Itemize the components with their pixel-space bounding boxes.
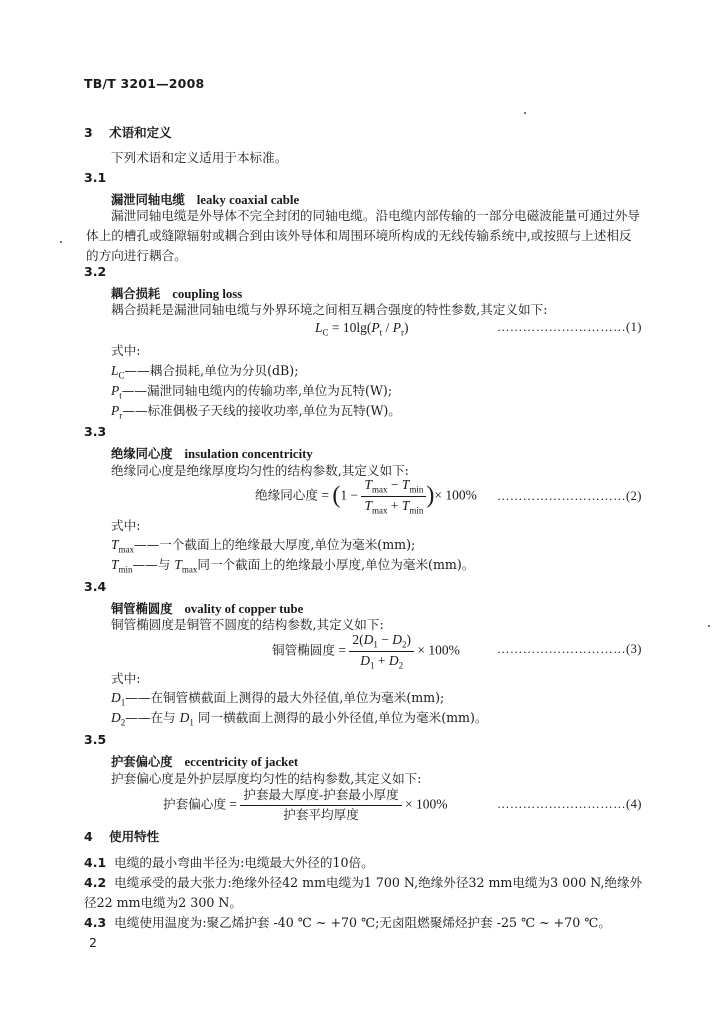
term-en: ovality of copper tube (184, 602, 304, 616)
term-en: insulation concentricity (184, 447, 313, 461)
section-intro: 下列术语和定义适用于本标准。 (111, 150, 288, 165)
section-number: 3 (84, 125, 93, 140)
scan-speck (524, 112, 526, 114)
clause-number: 3.3 (84, 424, 107, 439)
clause-number: 3.5 (84, 732, 107, 747)
page-number: 2 (89, 935, 97, 950)
term-definition: 漏泄同轴电缆是外导体不完全封闭的同轴电缆。沿电缆内部传输的一部分电磁波能量可通过外导体上的槽孔或缝隙辐射或耦合到由该外导体和周围环境所构成的无线传输系统中,或按照与上述相反的方向进行耦合。 (86, 208, 640, 263)
clause-number: 3.2 (84, 264, 107, 279)
scan-speck (708, 625, 710, 627)
variable-definition: $L_C——$耦合损耗,单位为分贝(dB); (111, 363, 299, 381)
term-zh: 漏泄同轴电缆 (111, 193, 185, 207)
formula-leader: …………………………(1) (497, 320, 642, 334)
section-title: 使用特性 (109, 829, 160, 844)
term-definition: 护套偏心度是外护层厚度均匀性的结构参数,其定义如下: (111, 771, 422, 786)
term-zh: 护套偏心度 (111, 755, 173, 769)
section-number: 4 (84, 829, 93, 844)
term-en: leaky coaxial cable (196, 193, 300, 207)
term-title (111, 443, 313, 462)
standard-number: TB/T 3201—2008 (84, 76, 205, 91)
variable-definition: $D_1——$在铜管横截面上测得的最大外径值,单位为毫米(mm); (111, 690, 445, 708)
clause-item: 4.2 电缆承受的最大张力:绝缘外径42 mm电缆为1 700 N,绝缘外径32 mm电缆为3 000 N,绝缘外径22 mm电缆为2 300 N。 (84, 875, 643, 910)
term-definition: 铜管椭圆度是铜管不圆度的结构参数,其定义如下: (111, 617, 384, 632)
where-label: 式中: (111, 518, 141, 533)
term-title (111, 598, 303, 617)
variable-definition: $P_t——$漏泄同轴电缆内的传输功率,单位为瓦特(W); (111, 383, 393, 401)
formula-leader: …………………………(2) (497, 489, 642, 503)
term-zh: 耦合损耗 (111, 287, 161, 301)
term-en: coupling loss (172, 287, 243, 301)
variable-definition: $D_2——$在与 $D_1$ 同一横截面上测得的最小外径值,单位为毫米(mm)。 (111, 710, 488, 728)
variable-definition: $T_{max}——$一个截面上的绝缘最大厚度,单位为毫米(mm); (111, 537, 416, 555)
clause-item: 4.3 电缆使用温度为:聚乙烯护套 -40 ℃ ~ +70 ℃;无卤阻燃聚烯烃护套 -25 ℃ ~ +70 ℃。 (84, 915, 611, 930)
clause-number: 3.4 (84, 579, 107, 594)
term-definition: 绝缘同心度是绝缘厚度均匀性的结构参数,其定义如下: (111, 463, 409, 478)
formula-leader: …………………………(3) (497, 642, 642, 656)
clause-item: 4.1 电缆的最小弯曲半径为:电缆最大外径的10倍。 (84, 855, 374, 870)
formula-1: $L_C = 10\lg(P_t / P_r)$ (315, 320, 409, 338)
formula-leader: …………………………(4) (497, 797, 642, 811)
term-definition: 耦合损耗是漏泄同轴电缆与外界环境之间相互耦合强度的特性参数,其定义如下: (111, 302, 548, 317)
formula-3: 铜管椭圆度 = $\frac{2(D_1 - D_2)}{D_1 + D_2}$ × 100% (272, 632, 460, 671)
section-title: 术语和定义 (109, 125, 172, 140)
scan-speck (60, 241, 62, 243)
term-title (111, 751, 298, 770)
term-en: eccentricity of jacket (184, 755, 299, 769)
section-4-heading (84, 827, 159, 845)
variable-definition: $P_r——$标准偶极子天线的接收功率,单位为瓦特(W)。 (111, 403, 401, 421)
term-zh: 铜管椭圆度 (111, 602, 173, 616)
term-title (111, 283, 242, 302)
formula-4: 护套偏心度 = $\frac{\text{护套最大厚度-护套最小厚度}}{\text{护套平均厚度}}$ × 100% (163, 788, 448, 822)
section-3-heading (84, 123, 172, 141)
where-label: 式中: (111, 671, 141, 686)
term-zh: 绝缘同心度 (111, 447, 173, 461)
clause-number: 3.1 (84, 170, 107, 185)
variable-definition: $T_{min}——$与 $T_{max}$同一个截面上的绝缘最小厚度,单位为毫米(mm)。 (111, 557, 475, 575)
where-label: 式中: (111, 343, 141, 358)
formula-2: 绝缘同心度 = (1 − $\frac{T_{max} - T_{min}}{T_{max} + T_{min}}$ )× 100% (255, 477, 477, 516)
